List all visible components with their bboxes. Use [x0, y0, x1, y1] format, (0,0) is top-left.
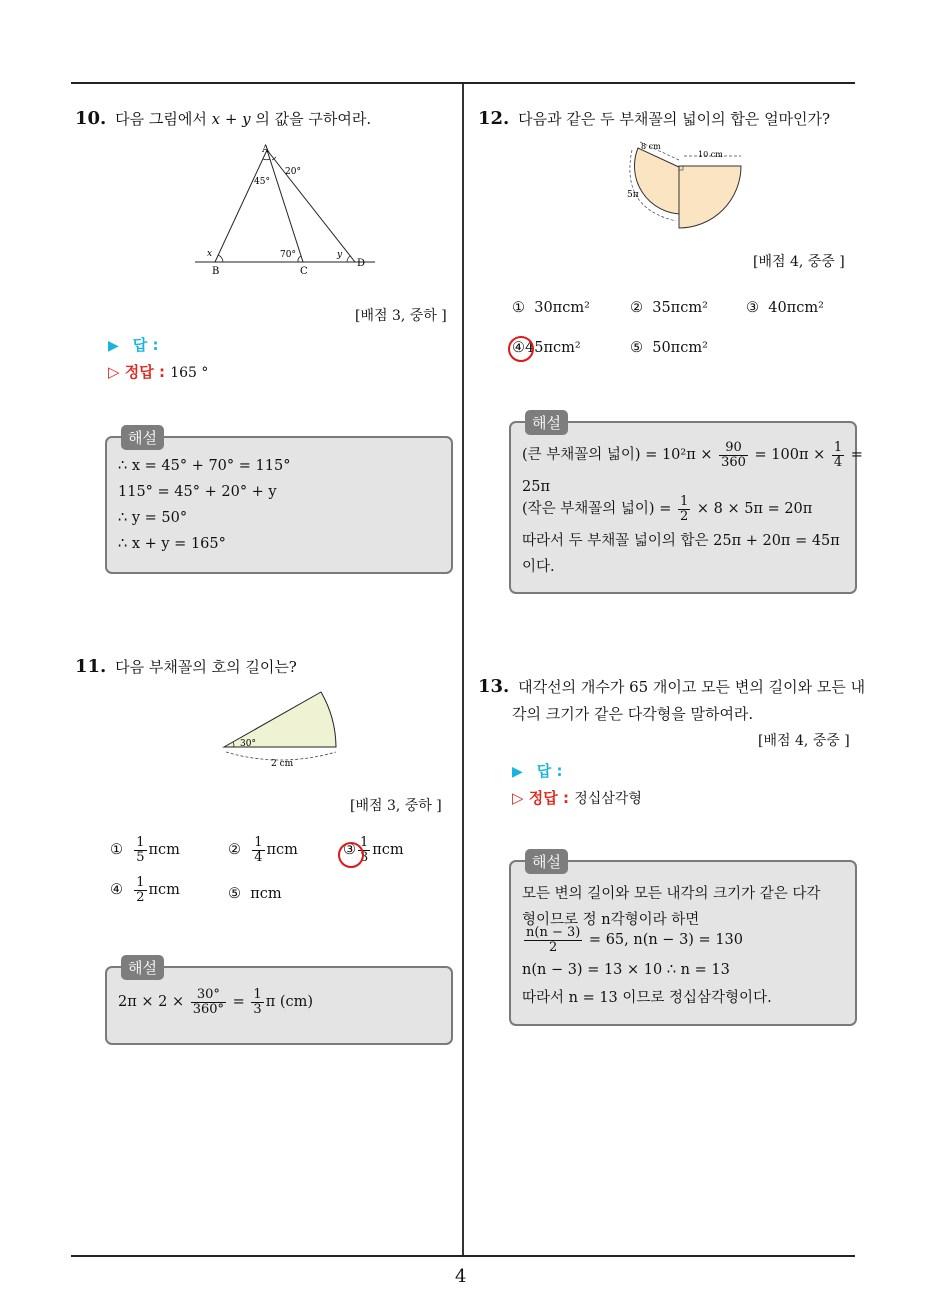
q10-correct-row: [108, 361, 208, 382]
page-number: 4: [455, 1266, 467, 1287]
q13-sol-line-5: 따라서 n = 13 이므로 정십삼각형이다.: [522, 990, 772, 1006]
choice-fraction: [134, 836, 146, 864]
q13-question: [478, 676, 865, 697]
sol-fraction: [719, 441, 748, 469]
q12-text: 다음과 같은 두 부채꼴의 넓이의 합은 얼마인가?: [518, 110, 831, 128]
q11-sector-figure: [220, 688, 345, 768]
sol-fraction: [251, 988, 263, 1016]
q10-solution-tag: 해설: [121, 425, 164, 450]
choice-text: 30πcm²: [534, 300, 590, 316]
frac-num: 1: [136, 875, 145, 890]
q11-solution-box: [105, 959, 453, 1045]
sol-fraction: [678, 495, 690, 523]
sol-part: (작은 부채꼴의 넓이) =: [522, 501, 676, 518]
q11-choice-1[interactable]: [110, 836, 180, 864]
q13-sol-line-3: [522, 926, 743, 954]
choice-mark: ①: [110, 842, 123, 859]
q11-angle-label: 30°: [240, 739, 256, 749]
frac-den: 5: [136, 849, 145, 865]
choice-unit: πcm: [266, 842, 298, 859]
q12-choice-3[interactable]: [746, 300, 824, 316]
q12-choice-5[interactable]: [630, 340, 708, 356]
frac-den: 2: [549, 939, 558, 955]
column-divider: [462, 84, 464, 1255]
sol-part: = 65, n(n − 3) = 130: [584, 932, 743, 949]
q12-sol-line-3: [522, 495, 812, 523]
q10-score: [배점 3, 중하 ]: [355, 308, 447, 324]
q13-correct-label: 정답 :: [528, 789, 569, 807]
angle-x: x: [207, 249, 213, 259]
sol-part: =: [228, 994, 250, 1011]
q10-correct-value: 165 °: [170, 365, 209, 381]
q10-solution-box: [105, 429, 453, 574]
q12-sol-line-4: 따라서 두 부채꼴 넓이의 합은 25π + 20π = 45π: [522, 533, 840, 549]
sol-part: π (cm): [265, 994, 314, 1011]
angle-45: 45°: [254, 177, 270, 187]
q13-sol-line-1: 모든 변의 길이와 모든 내각의 크기가 같은 다각: [522, 886, 821, 902]
q11-score: [배점 3, 중하 ]: [350, 798, 442, 814]
sol-fraction: [832, 441, 844, 469]
choice-unit: πcm: [148, 842, 180, 859]
q12-solution-tag: 해설: [525, 410, 568, 435]
frac-den: 360°: [192, 1001, 225, 1017]
play-icon: ▶: [108, 338, 119, 354]
bottom-rule: [71, 1255, 855, 1257]
q13-answer-label: 답 :: [536, 762, 563, 780]
frac-num: 90: [719, 441, 748, 456]
q12-selected-circle: [508, 336, 534, 362]
choice-mark: ④: [512, 340, 525, 356]
q12-choice-2[interactable]: [630, 300, 708, 316]
q12-sectors-figure: [618, 138, 748, 233]
frac-den: 360: [721, 454, 746, 470]
frac-num: 1: [679, 494, 689, 509]
q11-selected-circle: [338, 842, 364, 868]
q12-number: 12.: [478, 108, 510, 129]
q11-choice-2[interactable]: [228, 836, 298, 864]
outline-triangle-icon: ▷: [108, 363, 120, 381]
choice-mark: ②: [228, 842, 241, 859]
angle-20: 20°: [285, 167, 301, 177]
q13-text-2: 각의 크기가 같은 다각형을 말하여라.: [512, 705, 754, 723]
q13-number: 13.: [478, 676, 510, 697]
choice-unit: πcm: [250, 886, 282, 902]
angle-70: 70°: [280, 250, 296, 260]
frac-den: 3: [360, 849, 369, 865]
q10-number: 10.: [75, 108, 107, 129]
choice-text: 35πcm²: [652, 300, 708, 316]
choice-mark: ④: [110, 882, 123, 899]
sol-part: (큰 부채꼴의 넓이) = 10²π ×: [522, 447, 718, 464]
q10-expr: x + y: [211, 110, 251, 128]
choice-mark: ③: [746, 300, 759, 316]
q10-correct-label: 정답 :: [124, 363, 165, 381]
choice-text: 50πcm²: [652, 340, 708, 356]
frac-num: 30°: [191, 988, 226, 1003]
choice-mark: ⑤: [228, 886, 241, 902]
choice-mark: ⑤: [630, 340, 643, 356]
frac-num: n(n − 3): [526, 925, 581, 940]
sol-fraction: [191, 988, 226, 1016]
q13-solution-box: [509, 853, 857, 1026]
q10-answer-label: 답 :: [132, 336, 159, 354]
q13-answer-row[interactable]: [512, 760, 563, 781]
q13-correct-row: [512, 787, 642, 808]
choice-fraction: [252, 836, 264, 864]
frac-num: 1: [833, 440, 843, 455]
angle-y: y: [337, 250, 343, 260]
q10-text-before: 다음 그림에서: [115, 110, 212, 128]
choice-unit: πcm: [148, 882, 180, 899]
q10-sol-line-3: ∴ y = 50°: [118, 510, 188, 526]
label-B: B: [212, 266, 220, 277]
q12-question: [478, 108, 830, 129]
choice-mark: ②: [630, 300, 643, 316]
choice-fraction: [134, 876, 146, 904]
frac-den: 4: [254, 849, 263, 865]
frac-num: 1: [253, 987, 262, 1002]
q12-sol-line-1: [522, 441, 863, 469]
label-D: D: [357, 258, 366, 269]
choice-mark: ①: [512, 300, 525, 316]
frac-den: 3: [253, 1001, 262, 1017]
q10-sol-line-1: ∴ x = 45° + 70° = 115°: [118, 458, 291, 474]
frac-num: 1: [254, 835, 263, 850]
q12-solution-box: [509, 414, 863, 594]
sol-part: =: [846, 447, 863, 464]
q13-score: [배점 4, 중중 ]: [758, 733, 850, 749]
q13-sol-line-2: 형이므로 정 n각형이라 하면: [522, 912, 700, 928]
sol-fraction: [524, 926, 582, 954]
frac-num: 1: [136, 835, 145, 850]
q11-number: 11.: [75, 656, 107, 677]
choice-unit: πcm: [372, 842, 404, 859]
sol-part: = 100π ×: [749, 447, 830, 464]
frac-den: 2: [679, 508, 689, 524]
q11-question: [75, 656, 297, 677]
q13-correct-value: 정십삼각형: [574, 791, 642, 807]
q11-text: 다음 부채꼴의 호의 길이는?: [115, 658, 297, 676]
sol-part: 2π × 2 ×: [118, 994, 189, 1011]
q11-radius-label: 2 cm: [271, 759, 294, 768]
frac-num: 1: [360, 835, 369, 850]
choice-text: 45πcm²: [525, 340, 581, 356]
q10-text-after: 의 값을 구하여라.: [250, 110, 372, 128]
q13-solution-tag: 해설: [525, 849, 568, 874]
q10-triangle-figure: [190, 140, 380, 280]
q12-sol-line-5: 이다.: [522, 559, 555, 575]
frac-den: 4: [833, 454, 843, 470]
outline-triangle-icon: ▷: [512, 789, 524, 807]
q12-choice-1[interactable]: [512, 300, 590, 316]
q10-sol-line-4: ∴ x + y = 165°: [118, 536, 226, 552]
q12-large-radius: 10 cm: [698, 150, 723, 159]
q11-choice-5[interactable]: [228, 886, 282, 902]
q10-sol-line-2: 115° = 45° + 20° + y: [118, 484, 277, 500]
q11-choice-4[interactable]: [110, 876, 180, 904]
q11-solution-tag: 해설: [121, 955, 164, 980]
q13-text-1: 대각선의 개수가 65 개이고 모든 변의 길이와 모든 내: [518, 678, 866, 696]
q12-arc-label: 5π: [627, 190, 639, 200]
q12-small-radius: 8 cm: [641, 142, 661, 151]
choice-mark: ③: [343, 842, 356, 859]
q11-sol-line: [118, 988, 313, 1016]
q12-score: [배점 4, 중중 ]: [753, 254, 845, 270]
play-icon: ▶: [512, 764, 523, 780]
q10-question: [75, 108, 371, 129]
sol-part: × 8 × 5π = 20π: [692, 501, 813, 518]
q12-sol-line-2: 25π: [522, 479, 550, 495]
q10-answer-row[interactable]: [108, 334, 159, 355]
label-A: A: [262, 144, 270, 155]
q13-sol-line-4: n(n − 3) = 13 × 10 ∴ n = 13: [522, 962, 730, 978]
choice-text: 40πcm²: [768, 300, 824, 316]
frac-den: 2: [136, 889, 145, 905]
label-C: C: [300, 266, 308, 277]
